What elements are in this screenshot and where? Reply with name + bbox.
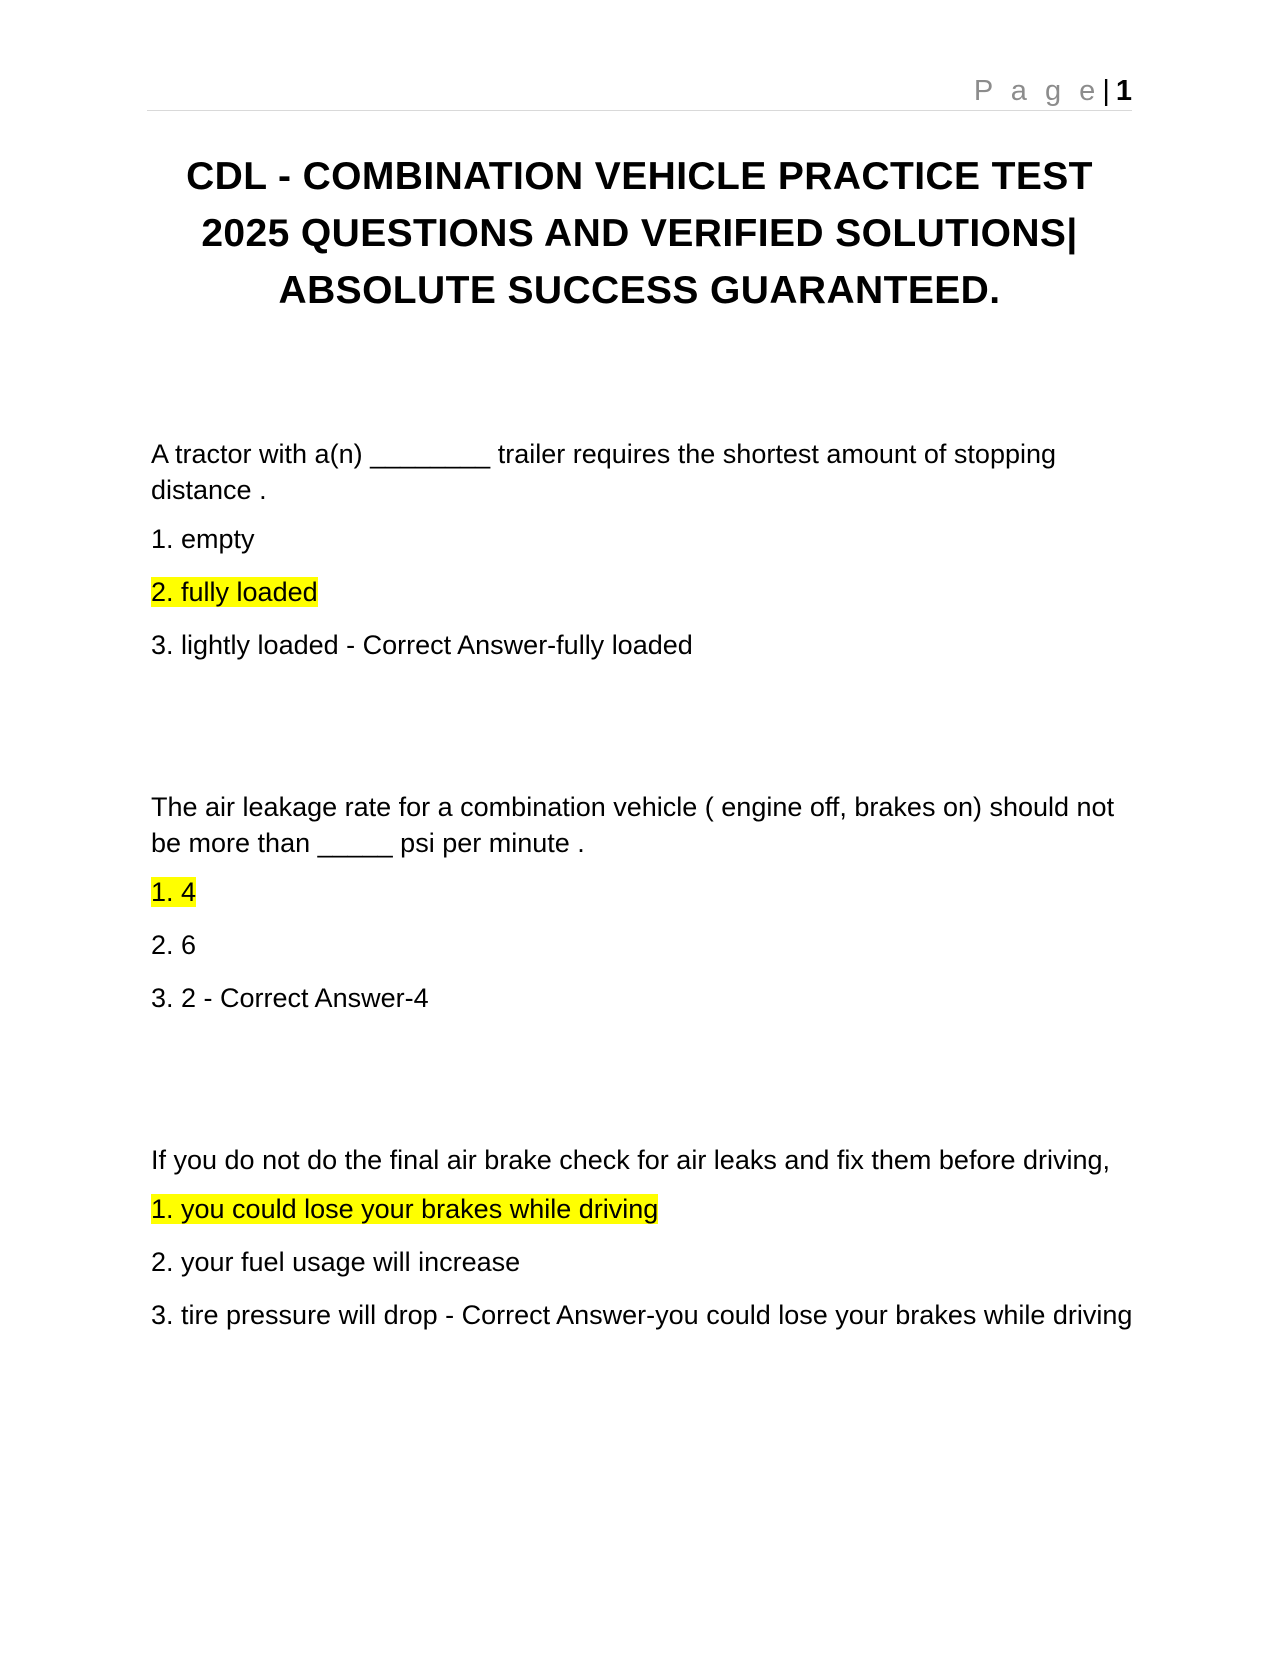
option-text: 2. 6	[151, 930, 197, 960]
page-number: 1	[1115, 75, 1132, 107]
answer-option-highlighted	[151, 1191, 1136, 1227]
title-line-2: 2025 QUESTIONS AND VERIFIED SOLUTIONS|	[201, 212, 1078, 255]
answer-option	[151, 980, 1136, 1016]
question-3	[151, 1142, 1136, 1350]
page-separator: |	[1102, 75, 1110, 107]
title-line-3: ABSOLUTE SUCCESS GUARANTEED.	[278, 269, 1001, 312]
option-text: 3. lightly loaded - Correct Answer-fully loaded	[151, 630, 693, 660]
document-title	[147, 148, 1132, 319]
answer-option-highlighted	[151, 874, 1136, 910]
option-text: 3. tire pressure will drop - Correct Answer-you could lose your brakes while driving	[151, 1300, 1133, 1330]
answer-option	[151, 1244, 1136, 1280]
page-header	[147, 72, 1132, 111]
option-text: 2. fully loaded	[151, 577, 318, 607]
answer-option	[151, 927, 1136, 963]
question-1	[151, 436, 1136, 680]
answer-option-highlighted	[151, 574, 1136, 610]
answer-option	[151, 1297, 1136, 1333]
option-text: 1. 4	[151, 877, 197, 907]
answer-option	[151, 627, 1136, 663]
question-text: A tractor with a(n) ________ trailer requires the shortest amount of stopping distance .	[151, 439, 1057, 505]
question-text: If you do not do the final air brake check for air leaks and fix them before driving,	[151, 1145, 1111, 1175]
option-text: 3. 2 - Correct Answer-4	[151, 983, 429, 1013]
question-text: The air leakage rate for a combination vehicle ( engine off, brakes on) should not be more than _____ psi per minute .	[151, 792, 1115, 858]
option-text: 1. empty	[151, 524, 255, 554]
option-text: 2. your fuel usage will increase	[151, 1247, 521, 1277]
page-label: P a g e	[973, 75, 1101, 107]
answer-option	[151, 521, 1136, 557]
question-2	[151, 789, 1136, 1033]
option-text: 1. you could lose your brakes while driving	[151, 1194, 659, 1224]
title-line-1: CDL - COMBINATION VEHICLE PRACTICE TEST	[186, 155, 1093, 198]
